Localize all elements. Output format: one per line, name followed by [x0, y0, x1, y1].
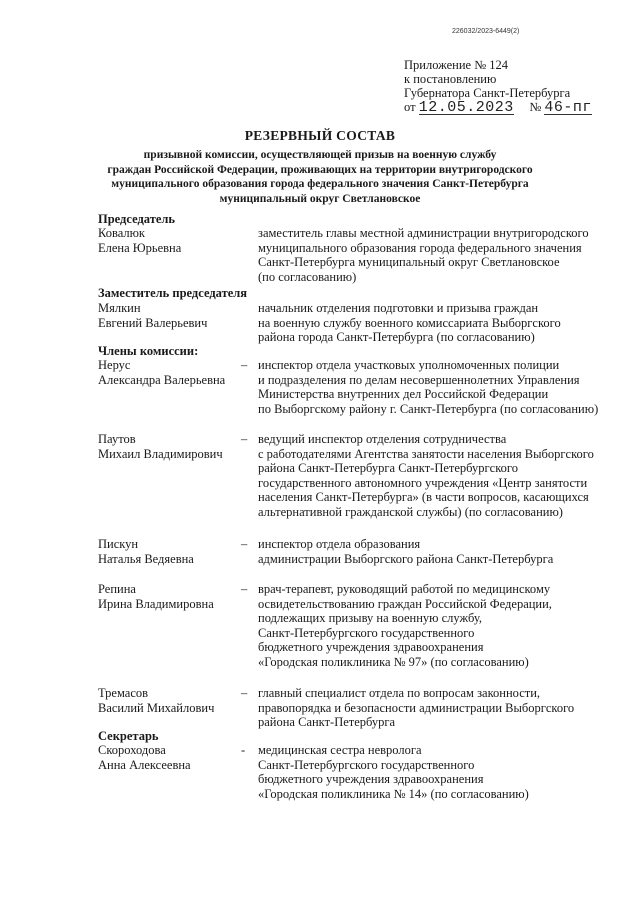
role-chairman: Председатель: [98, 212, 176, 226]
person-position: [258, 301, 618, 345]
appendix-number: 46-пг: [544, 99, 592, 116]
document-title: РЕЗЕРВНЫЙ СОСТАВ: [244, 128, 396, 143]
position-line: района Санкт-Петербурга: [258, 715, 396, 729]
person-given-name: Евгений Валерьевич: [98, 315, 208, 330]
person-given-name: Анна Алексеевна: [98, 757, 191, 772]
position-line: по Выборгскому району г. Санкт-Петербурга (по согласованию): [258, 401, 599, 416]
subtitle-line: призывной комиссии, осуществляющей призыв на военную службу: [143, 149, 497, 161]
appendix-line-3: Губернатора Санкт-Петербурга: [404, 86, 571, 100]
position-line: администрации Выборгского района Санкт-Петербурга: [258, 551, 554, 566]
person-given-name: Наталья Ведяевна: [98, 551, 194, 566]
document-subtitle: [70, 148, 570, 206]
person-name: [98, 358, 248, 387]
person-position: [258, 358, 618, 416]
person-surname: Ковалюк: [98, 226, 146, 240]
position-line: подлежащих призыву на военную службу,: [258, 611, 482, 625]
person-name: [98, 226, 248, 255]
subtitle-line: муниципальный округ Светлановское: [219, 192, 421, 205]
person-position: [258, 537, 618, 566]
subtitle-line: граждан Российской Федерации, проживающих на территории внутригородского: [107, 163, 533, 176]
position-line: заместитель главы местной администрации внутригородского: [258, 226, 589, 240]
position-line: Санкт-Петербурга муниципальный округ Светлановское: [258, 255, 560, 269]
person-given-name: Ирина Владимировна: [98, 596, 214, 611]
position-line: населения Санкт-Петербурга» (в части вопросов, касающихся: [258, 490, 589, 504]
position-line: района города Санкт-Петербурга (по согласованию): [258, 330, 535, 344]
person-given-name: Александра Валерьевна: [98, 372, 226, 387]
person-position: [258, 743, 618, 801]
person-name: [98, 301, 248, 330]
position-line: района Санкт-Петербурга Санкт-Петербургского: [258, 461, 518, 475]
position-line: на военную службу военного комиссариата Выборгского: [258, 315, 561, 330]
appendix-from-label: от: [404, 100, 416, 114]
role-deputy: Заместитель председателя: [98, 286, 248, 300]
entry-dash: -: [241, 743, 246, 757]
position-line: правопорядка и безопасности администрации Выборгского: [258, 700, 575, 715]
person-given-name: Елена Юрьевна: [98, 240, 182, 255]
appendix-num-label: №: [529, 100, 542, 114]
person-name: [98, 537, 248, 566]
position-line: Санкт-Петербургского государственного: [258, 625, 475, 640]
person-surname: Нерус: [98, 358, 131, 372]
appendix-line-1: Приложение № 124: [404, 58, 509, 72]
person-position: [258, 226, 618, 284]
position-line: альтернативной гражданской службы) (по согласованию): [258, 504, 563, 519]
position-line: с работодателями Агентства занятости населения Выборгского: [258, 446, 594, 461]
person-name: [98, 582, 248, 611]
position-line: бюджетного учреждения здравоохранения: [258, 772, 484, 786]
person-given-name: Михаил Владимирович: [98, 446, 223, 461]
position-line: и подразделения по делам несовершеннолетних Управления: [258, 372, 580, 387]
position-line: Министерства внутренних дел Российской Федерации: [258, 387, 549, 401]
person-surname: Мялкин: [98, 301, 141, 315]
person-position: [258, 686, 618, 730]
position-line: инспектор отдела участковых уполномоченных полиции: [258, 358, 560, 372]
appendix-date: 12.05.2023: [418, 99, 514, 116]
position-line: (по согласованию): [258, 269, 357, 284]
position-line: медицинская сестра невролога: [258, 743, 422, 757]
document-number: 226032/2023-6449(2): [452, 28, 520, 35]
position-line: врач-терапевт, руководящий работой по медицинскому: [258, 582, 551, 596]
entry-dash: –: [241, 358, 248, 372]
appendix-block: [404, 58, 614, 115]
entry-dash: –: [241, 537, 248, 551]
person-surname: Паутов: [98, 432, 136, 446]
position-line: главный специалист отдела по вопросам законности,: [258, 686, 541, 700]
subtitle-line: муниципального образования города федерального значения Санкт-Петербурга: [111, 178, 529, 190]
person-given-name: Василий Михайлович: [98, 700, 215, 715]
position-line: «Городская поликлиника № 97» (по согласованию): [258, 654, 529, 669]
person-position: [258, 582, 618, 669]
person-surname: Пискун: [98, 537, 139, 551]
role-members: Члены комиссии:: [98, 344, 199, 358]
position-line: Санкт-Петербургского государственного: [258, 757, 475, 772]
role-secretary: Секретарь: [98, 729, 159, 743]
person-surname: Скороходова: [98, 743, 166, 757]
position-line: начальник отделения подготовки и призыва граждан: [258, 301, 539, 315]
appendix-date-line: [404, 100, 614, 115]
person-name: [98, 686, 248, 715]
person-surname: Тремасов: [98, 686, 149, 700]
person-position: [258, 432, 618, 519]
position-line: инспектор отдела образования: [258, 537, 421, 551]
person-surname: Репина: [98, 582, 136, 596]
position-line: ведущий инспектор отделения сотрудничества: [258, 432, 507, 446]
position-line: «Городская поликлиника № 14» (по согласованию): [258, 786, 529, 801]
entry-dash: –: [241, 686, 248, 700]
position-line: освидетельствованию граждан Российской Федерации,: [258, 596, 552, 611]
entry-dash: –: [241, 582, 248, 596]
entry-dash: –: [241, 432, 248, 446]
position-line: муниципального образования города федерального значения: [258, 240, 582, 255]
appendix-line-2: к постановлению: [404, 72, 497, 86]
person-name: [98, 743, 248, 772]
position-line: бюджетного учреждения здравоохранения: [258, 640, 484, 654]
person-name: [98, 432, 248, 461]
position-line: государственного автономного учреждения «Центр занятости: [258, 475, 588, 490]
